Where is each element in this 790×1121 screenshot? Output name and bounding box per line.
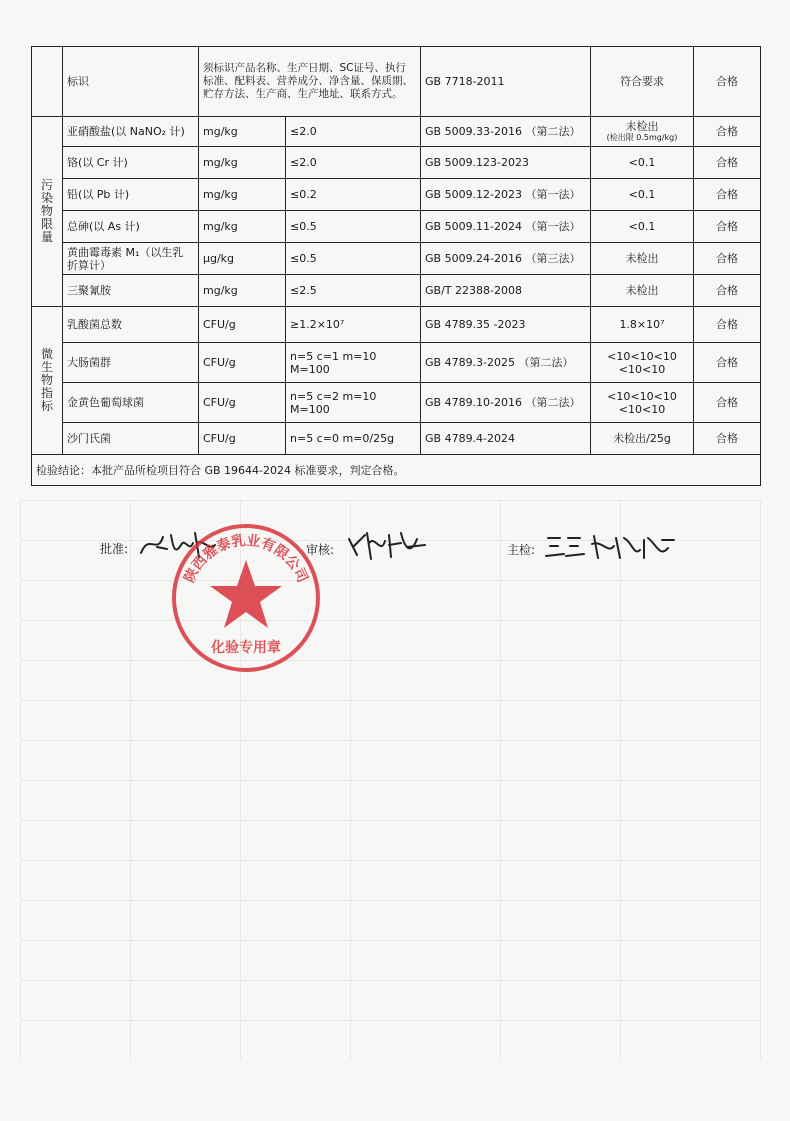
verdict-cell: 合格 [694, 147, 761, 179]
verdict-cell: 合格 [694, 307, 761, 343]
item-cell: 沙门氏菌 [63, 423, 199, 455]
method-cell: GB 5009.33-2016 （第二法） [421, 117, 591, 147]
method-cell: GB/T 22388-2008 [421, 275, 591, 307]
result-value: 未检出 [625, 120, 659, 133]
inspect-handwriting [544, 528, 684, 564]
conclusion-text: 检验结论：本批产品所检项目符合 GB 19644-2024 标准要求，判定合格。 [32, 455, 761, 486]
unit-cell: 须标识产品名称、生产日期、SC证号、执行标准、配料表、营养成分、净含量、保质期、贮存方法、生产商、生产地址、联系方式。 [199, 47, 421, 117]
item-cell: 标识 [63, 47, 199, 117]
table-row [32, 307, 761, 343]
approve-label: 批准: [100, 542, 129, 556]
method-cell: GB 5009.24-2016 （第三法） [421, 243, 591, 275]
company-seal [168, 520, 324, 676]
category-char: 物 [40, 204, 53, 218]
result-cell: 未检出 [591, 243, 694, 275]
verdict-cell: 合格 [694, 243, 761, 275]
item-cell: 总砷(以 As 计) [63, 211, 199, 243]
verdict-cell: 合格 [694, 211, 761, 243]
result-cell: <0.1 [591, 147, 694, 179]
table-row [32, 423, 761, 455]
item-cell: 铅(以 Pb 计) [63, 179, 199, 211]
table-row [32, 47, 761, 117]
approve-signature [100, 540, 128, 557]
unit-cell: CFU/g [199, 343, 286, 383]
category-cell [32, 307, 63, 455]
limit-cell: ≥1.2×10⁷ [286, 307, 421, 343]
method-cell: GB 4789.4-2024 [421, 423, 591, 455]
review-handwriting [345, 525, 430, 565]
unit-cell: mg/kg [199, 147, 286, 179]
bleed-through-grid [20, 500, 760, 1060]
item-cell: 大肠菌群 [63, 343, 199, 383]
method-cell: GB 7718-2011 [421, 47, 591, 117]
method-cell: GB 5009.123-2023 [421, 147, 591, 179]
unit-cell: CFU/g [199, 383, 286, 423]
result-cell: 未检出/25g [591, 423, 694, 455]
limit-cell: ≤0.5 [286, 211, 421, 243]
inspect-label: 主检: [507, 543, 536, 557]
category-char: 指 [40, 386, 53, 400]
inspect-signature [507, 541, 535, 558]
result-cell: <0.1 [591, 211, 694, 243]
table-row [32, 147, 761, 179]
table-row [32, 275, 761, 307]
table-row [32, 179, 761, 211]
table-row [32, 343, 761, 383]
unit-cell: CFU/g [199, 307, 286, 343]
method-cell: GB 4789.10-2016 （第二法） [421, 383, 591, 423]
method-cell: GB 5009.11-2024 （第一法） [421, 211, 591, 243]
unit-cell: mg/kg [199, 211, 286, 243]
limit-cell: n=5 c=0 m=0/25g [286, 423, 421, 455]
category-char: 量 [40, 230, 53, 244]
method-cell: GB 5009.12-2023 （第一法） [421, 179, 591, 211]
review-label: 审核: [306, 543, 335, 557]
result-cell: 1.8×10⁷ [591, 307, 694, 343]
category-char: 标 [40, 399, 53, 413]
result-cell: 符合要求 [591, 47, 694, 117]
unit-cell: mg/kg [199, 117, 286, 147]
verdict-cell: 合格 [694, 179, 761, 211]
category-char: 限 [40, 217, 53, 231]
verdict-cell: 合格 [694, 343, 761, 383]
table-row [32, 211, 761, 243]
category-cell [32, 117, 63, 307]
limit-cell: ≤2.0 [286, 147, 421, 179]
seal-arc-text: 陕西雅泰乳业有限公司 [181, 532, 311, 586]
verdict-cell: 合格 [694, 423, 761, 455]
category-char: 微 [40, 347, 53, 361]
result-cell: <10<10<10 <10<10 [591, 383, 694, 423]
inspection-table [31, 46, 761, 486]
unit-cell: μg/kg [199, 243, 286, 275]
verdict-cell: 合格 [694, 47, 761, 117]
detection-limit-note: (检出限 0.5mg/kg) [606, 133, 678, 142]
item-cell: 铬(以 Cr 计) [63, 147, 199, 179]
result-cell: <10<10<10 <10<10 [591, 343, 694, 383]
unit-cell: mg/kg [199, 179, 286, 211]
category-char: 染 [40, 191, 53, 205]
result-cell [591, 117, 694, 147]
table-row [32, 383, 761, 423]
category-char: 物 [40, 373, 53, 387]
unit-cell: mg/kg [199, 275, 286, 307]
table-row [32, 243, 761, 275]
category-char: 生 [40, 360, 53, 374]
limit-cell: n=5 c=2 m=10 M=100 [286, 383, 421, 423]
verdict-cell: 合格 [694, 117, 761, 147]
unit-cell: CFU/g [199, 423, 286, 455]
limit-cell: ≤2.0 [286, 117, 421, 147]
table-row [32, 117, 761, 147]
verdict-cell: 合格 [694, 275, 761, 307]
seal-bottom-text: 化验专用章 [211, 640, 281, 656]
category-char: 污 [40, 178, 53, 192]
result-cell: 未检出 [591, 275, 694, 307]
item-cell: 黄曲霉毒素 M₁（以生乳折算计） [63, 243, 199, 275]
limit-cell: ≤2.5 [286, 275, 421, 307]
limit-cell: ≤0.5 [286, 243, 421, 275]
item-cell: 乳酸菌总数 [63, 307, 199, 343]
item-cell: 金黄色葡萄球菌 [63, 383, 199, 423]
limit-cell: n=5 c=1 m=10 M=100 [286, 343, 421, 383]
method-cell: GB 4789.3-2025 （第二法） [421, 343, 591, 383]
limit-cell: ≤0.2 [286, 179, 421, 211]
result-cell: <0.1 [591, 179, 694, 211]
verdict-cell: 合格 [694, 383, 761, 423]
conclusion-row [32, 455, 761, 486]
method-cell: GB 4789.35 -2023 [421, 307, 591, 343]
item-cell: 三聚氰胺 [63, 275, 199, 307]
item-cell: 亚硝酸盐(以 NaNO₂ 计) [63, 117, 199, 147]
